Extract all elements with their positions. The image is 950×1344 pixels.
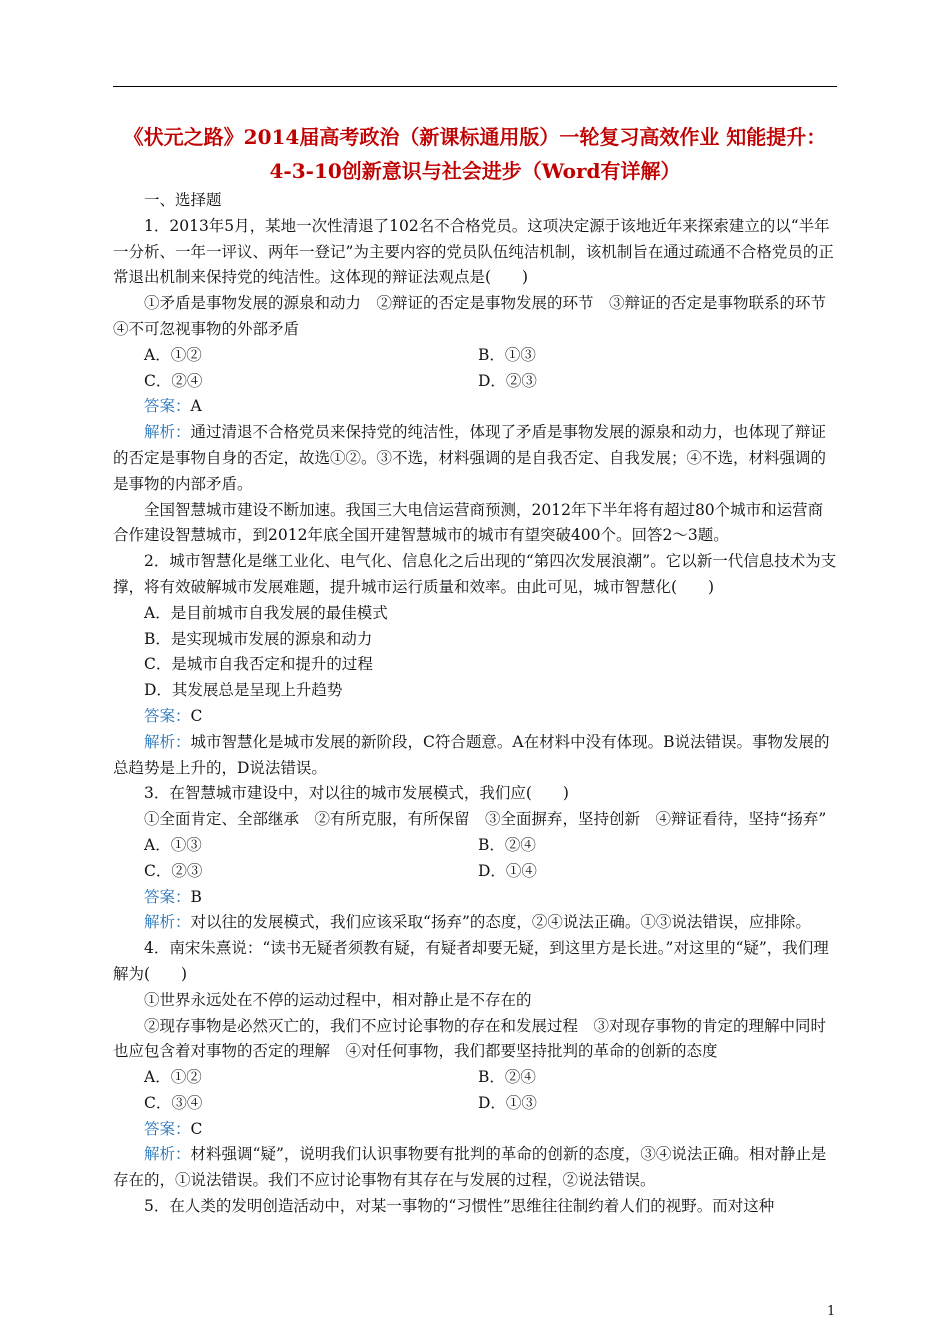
q1-stem: 1．2013年5月，某地一次性清退了102名不合格党员。这项决定源于该地近年来探索建立的以“半年一分析、一年一评议、两年一登记”为主要内容的党员队伍纯洁机制，该机制旨在通过疏通不合格党员的正常退出机制来保持党的纯洁性。这体现的辩证法观点是( ) <box>113 216 834 287</box>
q4-item2: ②现存事物是必然灭亡的，我们不应讨论事物的存在和发展过程 ③对现存事物的肯定的理解中同时也应包含着对事物的否定的理解 ④对任何事物，我们都要坚持批判的革命的创新的态度 <box>113 1016 827 1061</box>
q3-options-row2 <box>113 859 837 885</box>
q1-option-c: C．②④ <box>144 371 203 390</box>
q1-analysis <box>113 420 837 497</box>
q4-option-a: A．①② <box>144 1068 202 1087</box>
q2-option-c: C．是城市自我否定和提升的过程 <box>144 655 373 674</box>
section-heading: 一、选择题 <box>144 191 222 209</box>
q1-options-row2 <box>113 369 837 395</box>
answer-label: 答案： <box>144 397 191 416</box>
q2-analysis <box>113 730 837 782</box>
q4-item1: ①世界永远处在不停的运动过程中，相对静止是不存在的 <box>144 990 532 1009</box>
q4-answer <box>113 1117 837 1143</box>
q3-option-b: B．②④ <box>478 835 536 854</box>
q4-option-b: B．②④ <box>478 1068 536 1087</box>
q4-option-d: D．①③ <box>478 1093 537 1112</box>
q1-option-a: A．①② <box>144 345 202 364</box>
document-body <box>113 188 842 1220</box>
q3-stem: 3．在智慧城市建设中，对以往的城市发展模式，我们应( ) <box>144 784 569 803</box>
analysis-text: 城市智慧化是城市发展的新阶段，C符合题意。A在材料中没有体现。B说法错误。事物发展的总趋势是上升的，D说法错误。 <box>113 732 830 777</box>
analysis-text: 通过清退不合格党员来保持党的纯洁性，体现了矛盾是事物发展的源泉和动力，也体现了辩证的否定是事物自身的否定，故选①②。③不选，材料强调的是自我否定、自我发展；④不选，材料强调的是事物的内部矛盾。 <box>113 423 827 493</box>
q1-answer <box>113 394 837 420</box>
header-rule <box>113 86 837 87</box>
q4-option-c: C．③④ <box>144 1093 203 1112</box>
q5-stem: 5．在人类的发明创造活动中，对某一事物的“习惯性”思维往往制约着人们的视野。而对这种 <box>144 1197 775 1216</box>
q2-option-d: D．其发展总是呈现上升趋势 <box>144 681 343 700</box>
q3-option-a: A．①③ <box>144 835 202 854</box>
q4-options-row2 <box>113 1091 837 1117</box>
q4-options-row1 <box>113 1065 837 1091</box>
analysis-label: 解析： <box>144 732 191 751</box>
answer-value: B <box>190 887 202 906</box>
answer-value: C <box>190 1119 203 1138</box>
answer-label: 答案： <box>144 706 191 725</box>
q4-analysis <box>113 1142 837 1194</box>
answer-label: 答案： <box>144 887 191 906</box>
answer-value: C <box>190 706 203 725</box>
q1-option-b: B．①③ <box>478 345 536 364</box>
q1-items: ①矛盾是事物发展的源泉和动力 ②辩证的否定是事物发展的环节 ③辩证的否定是事物联系的环节 ④不可忽视事物的外部矛盾 <box>113 294 842 338</box>
q3-option-d: D．①④ <box>478 861 537 880</box>
analysis-label: 解析： <box>144 913 191 932</box>
q3-items: ①全面肯定、全部继承 ②有所克服，有所保留 ③全面摒弃，坚持创新 ④辩证看待，坚持“扬弃” <box>144 810 827 829</box>
q3-options-row1 <box>113 833 837 859</box>
q3-option-c: C．②③ <box>144 861 203 880</box>
document-title: 《状元之路》2014届高考政治（新课标通用版）一轮复习高效作业 知能提升：4-3-10创新意识与社会进步（Word有详解） <box>123 125 827 183</box>
page-number: 1 <box>827 1304 836 1319</box>
answer-label: 答案： <box>144 1119 191 1138</box>
analysis-label: 解析： <box>144 1145 191 1164</box>
q1-options-row1 <box>113 343 837 369</box>
q3-analysis <box>113 910 837 936</box>
analysis-text: 对以往的发展模式，我们应该采取“扬弃”的态度，②④说法正确。①③说法错误，应排除。 <box>190 913 811 932</box>
answer-value: A <box>190 397 202 416</box>
q2-option-a: A．是目前城市自我发展的最佳模式 <box>144 603 388 622</box>
q2-option-b: B．是实现城市发展的源泉和动力 <box>144 629 373 648</box>
q4-stem: 4．南宋朱熹说：“读书无疑者须教有疑，有疑者却要无疑，到这里方是长进。”对这里的“疑”，我们理解为( ) <box>113 939 829 983</box>
q2-stem: 2．城市智慧化是继工业化、电气化、信息化之后出现的“第四次发展浪潮”。它以新一代信息技术为支撑，将有效破解城市发展难题，提升城市运行质量和效率。由此可见，城市智慧化( ) <box>113 552 837 596</box>
analysis-label: 解析： <box>144 423 191 442</box>
q2-answer <box>113 704 837 730</box>
material-text: 全国智慧城市建设不断加速。我国三大电信运营商预测，2012年下半年将有超过80个城市和运营商合作建设智慧城市，到2012年底全国开建智慧城市的城市有望突破400个。回答2～3题。 <box>113 500 824 545</box>
analysis-text: 材料强调“疑”，说明我们认识事物要有批判的革命的创新的态度，③④说法正确。相对静止是存在的，①说法错误。我们不应讨论事物有其存在与发展的过程，②说法错误。 <box>113 1145 827 1190</box>
q1-option-d: D．②③ <box>478 371 537 390</box>
q3-answer <box>113 885 837 911</box>
